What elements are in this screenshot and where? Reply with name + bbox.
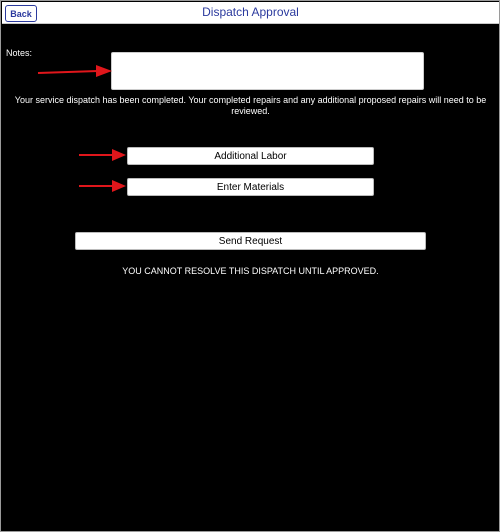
top-bar xyxy=(2,2,499,24)
main-content xyxy=(2,25,499,529)
back-button[interactable]: Back xyxy=(5,5,37,22)
annotation-arrow-icon xyxy=(79,148,127,162)
notes-label: Notes: xyxy=(6,48,33,58)
send-request-button[interactable]: Send Request xyxy=(75,232,426,250)
page-title: Dispatch Approval xyxy=(202,5,299,19)
annotation-arrow-icon xyxy=(79,179,127,193)
approval-warning: YOU CANNOT RESOLVE THIS DISPATCH UNTIL APPROVED. xyxy=(122,266,379,276)
annotation-arrow-icon xyxy=(38,65,112,81)
info-message: Your service dispatch has been completed. Your completed repairs and any additional proposed repairs will need to be reviewed. xyxy=(14,95,487,116)
notes-input[interactable] xyxy=(111,52,424,90)
enter-materials-button[interactable]: Enter Materials xyxy=(127,178,374,196)
additional-labor-button[interactable]: Additional Labor xyxy=(127,147,374,165)
